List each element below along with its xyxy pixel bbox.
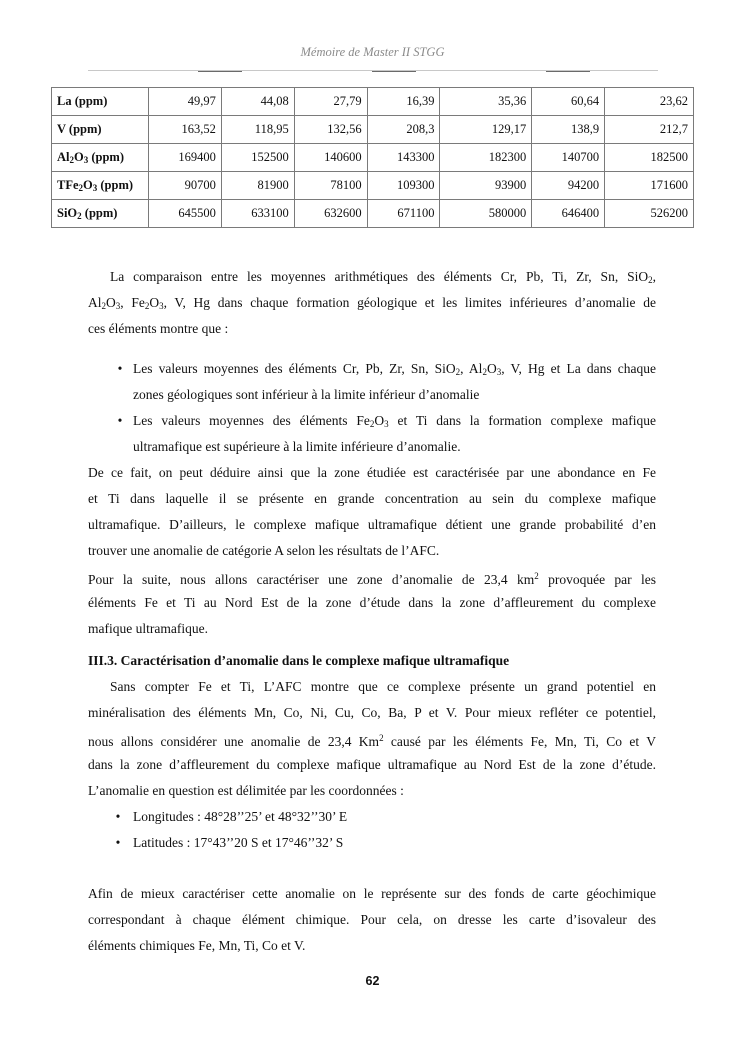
table-cell: 526200 — [605, 200, 694, 228]
page-header-title: Mémoire de Master II STGG — [300, 45, 445, 59]
table-cell: 109300 — [367, 172, 440, 200]
table-cell: 140600 — [294, 144, 367, 172]
table-cell: 138,9 — [532, 116, 605, 144]
paragraph-line: correspondant à chaque élément chimique. Pour cela, on dresse les carte d’isovaleur des — [88, 912, 656, 927]
bullet-symbol: • — [115, 835, 121, 850]
bullet-symbol: • — [115, 809, 121, 824]
table-cell: 132,56 — [294, 116, 367, 144]
page-number: 62 — [365, 974, 380, 988]
row-label: La (ppm) — [52, 88, 149, 116]
table-cell: 35,36 — [440, 88, 532, 116]
paragraph-line: Afin de mieux caractériser cette anomalie on le représente sur des fonds de carte géochimique — [88, 886, 656, 901]
element-concentration-table — [51, 87, 694, 228]
table-cell: 90700 — [148, 172, 221, 200]
table-cell: 78100 — [294, 172, 367, 200]
bullet-item — [88, 356, 656, 382]
header-rule-mark — [198, 71, 242, 72]
header-rule-mark — [372, 71, 416, 72]
paragraph-line: Sans compter Fe et Ti, L’AFC montre que ce complexe présente un grand potentiel en — [110, 679, 656, 694]
table-cell: 646400 — [532, 200, 605, 228]
table-cell: 118,95 — [221, 116, 294, 144]
table-cell: 23,62 — [605, 88, 694, 116]
table-cell: 81900 — [221, 172, 294, 200]
header-rule-mark — [546, 71, 590, 72]
table-cell: 182500 — [605, 144, 694, 172]
row-label: SiO$_2$ (ppm) — [52, 200, 149, 228]
paragraph-line: éléments Fe et Ti au Nord Est de la zone d’étude dans la zone d’affleurement du complexe — [88, 595, 656, 610]
table-cell: 163,52 — [148, 116, 221, 144]
table-cell: 143300 — [367, 144, 440, 172]
table-row-al2o3 — [52, 144, 694, 172]
paragraph-line: ces éléments montre que : — [88, 321, 229, 336]
table-cell: 152500 — [221, 144, 294, 172]
table-cell: 16,39 — [367, 88, 440, 116]
paragraph-line: nous allons considérer une anomalie de 23,4 Km$^2$ causé par les éléments Fe, Mn, Ti, Co et V — [88, 733, 656, 749]
table-cell: 140700 — [532, 144, 605, 172]
table-cell: 633100 — [221, 200, 294, 228]
bullet-continuation — [88, 434, 656, 460]
table-cell: 671100 — [367, 200, 440, 228]
table-cell: 212,7 — [605, 116, 694, 144]
bullet-line: Les valeurs moyennes des éléments $Fe_2O_3$ et Ti dans la formation complexe mafique — [133, 413, 656, 429]
table-cell: 49,97 — [148, 88, 221, 116]
bullet-item-longitudes — [88, 804, 656, 830]
table-cell: 93900 — [440, 172, 532, 200]
paragraph-line: dans la zone d’affleurement du complexe mafique ultramafique au Nord Est de la zone d’étude. — [88, 757, 656, 772]
paragraph-line: minéralisation des éléments Mn, Co, Ni, Cu, Co, Ba, P et V. Pour mieux refléter ce potentiel, — [88, 705, 656, 720]
row-label: V (ppm) — [52, 116, 149, 144]
paragraph-line: De ce fait, on peut déduire ainsi que la zone étudiée est caractérisée par une abondance en Fe — [88, 465, 656, 480]
bullet-line: Longitudes : 48°28’’25’ et 48°32’’30’ E — [133, 809, 348, 824]
bullet-item — [88, 408, 656, 434]
paragraph-line: mafique ultramafique. — [88, 621, 208, 636]
table-row-sio2 — [52, 200, 694, 228]
bullet-symbol: • — [117, 413, 123, 428]
table-row-tfe2o3 — [52, 172, 694, 200]
table-cell: 60,64 — [532, 88, 605, 116]
bullet-line: zones géologiques sont inférieur à la limite inférieur d’anomalie — [133, 387, 480, 402]
table-cell: 580000 — [440, 200, 532, 228]
table-cell: 27,79 — [294, 88, 367, 116]
paragraph-line: Pour la suite, nous allons caractériser une zone d’anomalie de 23,4 $km^2$ provoquée par les — [88, 571, 656, 587]
table-cell: 182300 — [440, 144, 532, 172]
table-cell: 94200 — [532, 172, 605, 200]
row-label: $TFe_2O_3$ (ppm) — [52, 172, 149, 200]
paragraph-line: L’anomalie en question est délimitée par les coordonnées : — [88, 783, 404, 798]
row-label: $Al_2O_3$ (ppm) — [52, 144, 149, 172]
bullet-symbol: • — [117, 361, 123, 376]
bullet-line: ultramafique est supérieure à la limite inférieure d’anomalie. — [133, 439, 461, 454]
table-cell: 645500 — [148, 200, 221, 228]
table-cell: 129,17 — [440, 116, 532, 144]
paragraph-line: et Ti dans laquelle il se présente en grande concentration au sein du complexe mafique — [88, 491, 656, 506]
bullet-item-latitudes — [88, 830, 656, 856]
table-cell: 208,3 — [367, 116, 440, 144]
paragraph-line: $Al_2O_3$, $Fe_2O_3$, V, Hg dans chaque formation géologique et les limites inférieures d’anomalie de — [88, 295, 656, 311]
paragraph-line: ultramafique. D’ailleurs, le complexe mafique ultramafique détient une grande probabilité d’en — [88, 517, 656, 532]
paragraph-line: trouver une anomalie de catégorie A selon les résultats de l’AFC. — [88, 543, 440, 558]
bullet-line: Les valeurs moyennes des éléments Cr, Pb, Zr, Sn, SiO$_2$, $Al_2O_3$, V, Hg et La dans chaque — [133, 361, 656, 377]
table-cell: 632600 — [294, 200, 367, 228]
bullet-continuation — [88, 382, 656, 408]
section-heading: III.3. Caractérisation d’anomalie dans le complexe mafique ultramafique — [88, 653, 510, 668]
table-cell: 171600 — [605, 172, 694, 200]
paragraph-line: éléments chimiques Fe, Mn, Ti, Co et V. — [88, 938, 306, 953]
table-row-v — [52, 116, 694, 144]
table-cell: 169400 — [148, 144, 221, 172]
table-cell: 44,08 — [221, 88, 294, 116]
table-row-la — [52, 88, 694, 116]
paragraph-line: La comparaison entre les moyennes arithmétiques des éléments Cr, Pb, Ti, Zr, Sn, SiO$_2$, — [110, 269, 656, 285]
bullet-line: Latitudes : 17°43’’20 S et 17°46’’32’ S — [133, 835, 344, 850]
